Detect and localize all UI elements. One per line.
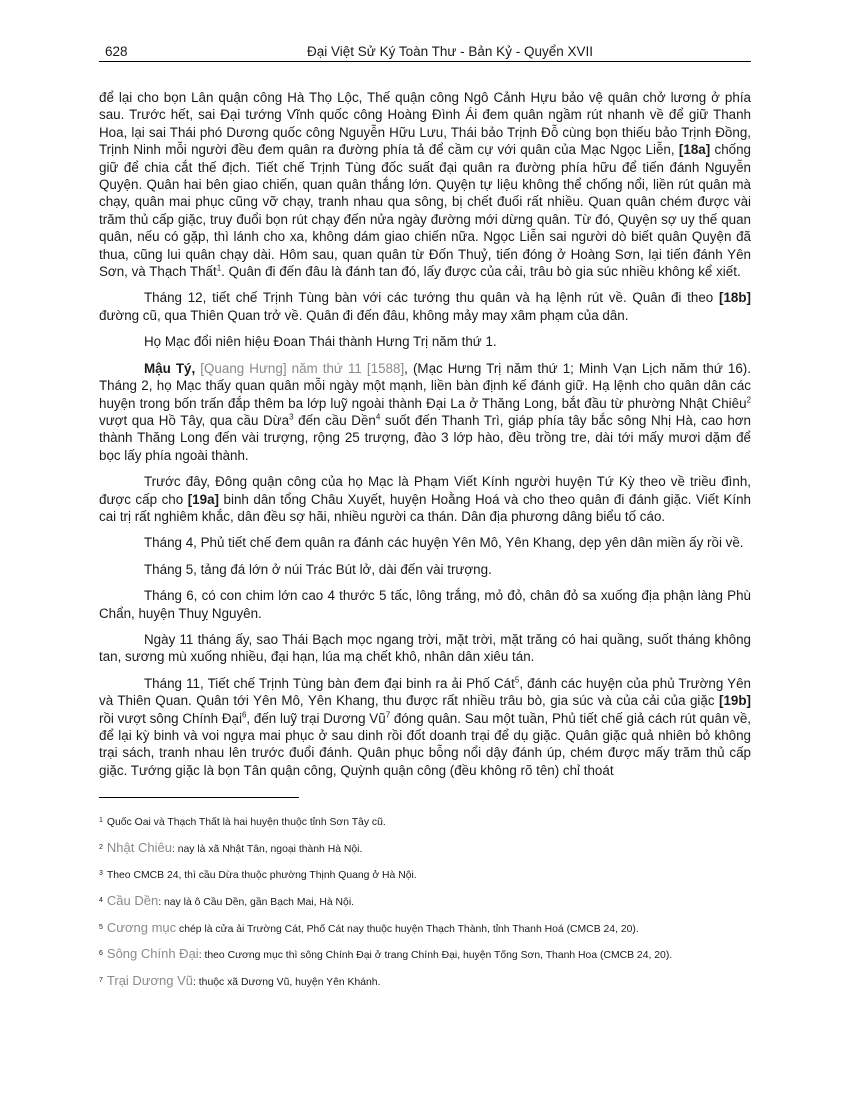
folio-marker: [18a] — [678, 142, 711, 158]
footnote — [99, 894, 751, 910]
footnote-ref[interactable]: 3 — [289, 412, 294, 422]
folio-marker: [19a] — [187, 491, 219, 507]
footnote-mark: 1 — [99, 817, 103, 825]
footnote — [99, 867, 751, 883]
folio-marker: [18b] — [719, 290, 751, 306]
footnote-text: Theo CMCB 24, thì cầu Dừa thuộc phường Thịnh Quang ở Hà Nội. — [106, 870, 417, 882]
footnote-term: Sông Chính Đại — [106, 946, 199, 962]
footnote-text: : theo Cương mục thì sông Chính Đại ở trang Chính Đại, huyện Tống Sơn, Thanh Hoa (CMCB 24, 20). — [198, 950, 673, 962]
footnotes — [99, 814, 751, 990]
footnote-separator — [99, 797, 299, 798]
paragraph-9: Ngày 11 tháng ấy, sao Thái Bạch mọc ngang trời, mặt trời, mặt trăng có hai quầng, suốt tháng không tan, sương mù xuống nhiều, đại hạn, lúa mạ chết khô, nhân dân xiêu tán. — [99, 631, 751, 665]
paragraph-2: Tháng 12, tiết chế Trịnh Tùng bàn với các tướng thu quân và hạ lệnh rút về. Quân đi theo [18b] đường cũ, qua Thiên Quan trở về. Quân đi đến đâu, không mảy may xâm phạm của dân. — [99, 290, 751, 323]
footnote-term: Nhật Chiêu — [106, 839, 172, 855]
footnote-ref[interactable]: 2 — [746, 395, 751, 405]
footnote-term: Cầu Dền — [106, 893, 159, 908]
footnote — [99, 921, 751, 937]
paragraph-5: Trước đây, Đông quận công của họ Mạc là Phạm Viết Kính người huyện Tứ Kỳ theo về triều đình, được cấp cho [19a] binh dân tổng Châu Xuyết, huyện Hoằng Hoá và cho theo quân đi đánh giặc. Viết Kính cai trị rất nghiêm khắc, dân đều sợ hãi, nhiều người ca thán. Dân địa phương dâng biểu tố cáo. — [99, 474, 751, 524]
footnote-mark: 3 — [99, 870, 103, 878]
footnote-mark: 5 — [99, 923, 103, 931]
footnote-mark: 2 — [99, 843, 103, 851]
footnote-ref[interactable]: 1 — [216, 263, 222, 273]
reign-note: [Quang Hưng] năm thứ 11 [1588] — [200, 360, 405, 376]
paragraph-1: để lại cho bọn Lân quận công Hà Thọ Lộc, Thế quận công Ngô Cảnh Hựu bảo vệ quân chở lương ở phía sau. Trước hết, sai Đại tướng Vĩnh quốc công Hoàng Đình Ái đem quân ngầm rút nhanh về để giữ Thanh Hoa, lại sai Thái phó Dương quốc công Nguyễn Hữu Lưu, Thái bảo Trịnh Đỗ cùng bọn thiếu bảo Trịnh Đồng, Trịnh Ninh mỗi người đều đem quân ra đường phía tả để cầm cự với quân của Mạc Ngọc Liễn, [18a] chống giữ để chia cắt thế địch. Tiết chế Trịnh Tùng đốc suất đại quân ra đường phía hữu để tiến đánh Nguyễn Quyện. Quân hai bên giao chiến, quan quân thắng lớn. Quyện tự liệu không thể chống nổi, liền rút quân mà chạy, quân mai phục cũng vỡ chạy, tranh nhau qua sông, bị chết đuối rất nhiều. Quan quân chém được vài trăm thủ cấp giặc, truy đuổi bọn rút chạy đến nửa ngày đường mới dừng quân. Từ đó, Quyện sợ uy thế quan quân, nếu có gặp, thì lánh cho xa, không dám giao chiến nữa. Ngọc Liễn sai người dò biết quân Quyện đã thua, cũng lui quân chạy dài. Hôm sau, quan quân từ Đốn Thuỷ, tiến đóng ở Hoàng Sơn, lại tiến đánh Yên Sơn, và Thạch Thất$^1$. Quân đi đến đâu là đánh tan đó, lấy được của cải, trâu bò gia súc nhiều không kể xiết. — [99, 90, 751, 280]
footnote-ref[interactable]: 6 — [241, 710, 247, 720]
footnote-ref[interactable]: 4 — [375, 412, 381, 422]
page-number: 628 — [105, 44, 128, 59]
paragraph-8: Tháng 6, có con chim lớn cao 4 thước 5 tấc, lông trắng, mỏ đỏ, chân đỏ sa xuống địa phận làng Phù Chẩn, huyện Thuỵ Nguyên. — [99, 588, 751, 621]
footnote-ref[interactable]: 7 — [385, 710, 391, 720]
year-heading: Mậu Tý, — [144, 360, 196, 376]
paragraph-4: Mậu Tý, [Quang Hưng] năm thứ 11 [1588], (Mạc Hưng Trị năm thứ 1; Minh Vạn Lịch năm thứ 16). Tháng 2, họ Mạc thấy quan quân mỗi ngày một mạnh, liền bàn định kế đánh giữ. Hạ lệnh cho quân dân các huyện trong bốn trấn đắp thêm ba lớp luỹ ngoài thành Đại La ở Thăng Long, bắt đầu từ phường Nhật Chiêu$^2$ vượt qua Hồ Tây, qua cầu Dừa$^3$ đến cầu Dền$^4$ suốt đến Thanh Trì, giáp phía tây bắc sông Nhị Hà, cao hơn thành Thăng Long đến vài trượng, rộng 25 trượng, đào 3 lớp hào, đều trồng tre, dài tới mấy mươi dặm để bọc lấy phía ngoài thành. — [99, 360, 751, 463]
footnote — [99, 947, 751, 963]
paragraph-10: Tháng 11, Tiết chế Trịnh Tùng bàn đem đại binh ra ải Phố Cát$^5$, đánh các huyện của phủ Trường Yên và Thiên Quan. Quân tới Yên Mô, Yên Khang, thu được rất nhiều trâu bò, gia súc và của cải của giặc [19b] rồi vượt sông Chính Đại$^6$, đến luỹ trại Dương $Vũ^7$ đóng quân. Sau một tuần, Phủ tiết chế giả cách rút quân về, để lại kỳ binh và voi ngựa mai phục ở sau dinh rồi đốt doanh trại để dụ giặc. Quân giặc quả nhiên bỏ không trại sách, tranh nhau lên trước đuổi đánh. Quân phục bỗng nổi dậy đánh úp, chém được mấy trăm thủ cấp giặc. Tướng giặc là bọn Tân quận công, Quỳnh quận công (đều không rõ tên) chỉ thoát — [99, 675, 751, 778]
footnote-text: chép là cửa ải Trường Cát, Phố Cát nay thuộc huyện Thạch Thành, tỉnh Thanh Hoá (CMCB 24, 20). — [176, 923, 639, 935]
footnote-mark: 7 — [99, 976, 103, 984]
footnote-text: : nay là xã Nhật Tân, ngoại thành Hà Nội. — [171, 843, 363, 855]
footnote-mark: 4 — [99, 897, 103, 904]
page-header — [99, 44, 751, 61]
footnote-ref[interactable]: 5 — [514, 675, 520, 685]
footnote — [99, 974, 751, 990]
running-title: Đại Việt Sử Ký Toàn Thư - Bản Kỷ - Quyển XVII — [307, 44, 593, 59]
footnote-text: Quốc Oai và Thạch Thất là hai huyện thuộc tỉnh Sơn Tây cũ. — [106, 817, 386, 829]
document-page — [99, 44, 751, 1000]
body-text — [99, 89, 751, 779]
paragraph-6: Tháng 4, Phủ tiết chế đem quân ra đánh các huyện Yên Mô, Yên Khang, dẹp yên dân miền ấy rồi về. — [144, 535, 744, 551]
footnote-text: : thuộc xã Dương Vũ, huyện Yên Khánh. — [193, 976, 381, 988]
footnote-term: Cương mục — [106, 919, 177, 935]
footnote-mark: 6 — [99, 950, 103, 958]
footnote-term: Trại Dương Vũ — [106, 972, 194, 988]
footnote-text: : nay là ô Cầu Dền, gần Bạch Mai, Hà Nội. — [158, 897, 355, 908]
paragraph-3: Họ Mạc đổi niên hiệu Đoan Thái thành Hưng Trị năm thứ 1. — [144, 334, 497, 350]
folio-marker: [19b] — [719, 693, 751, 709]
footnote — [99, 841, 751, 857]
paragraph-7: Tháng 5, tảng đá lớn ở núi Trác Bút lở, dài đến vài trượng. — [144, 561, 492, 577]
footnote — [99, 814, 751, 830]
header-rule — [99, 61, 751, 62]
